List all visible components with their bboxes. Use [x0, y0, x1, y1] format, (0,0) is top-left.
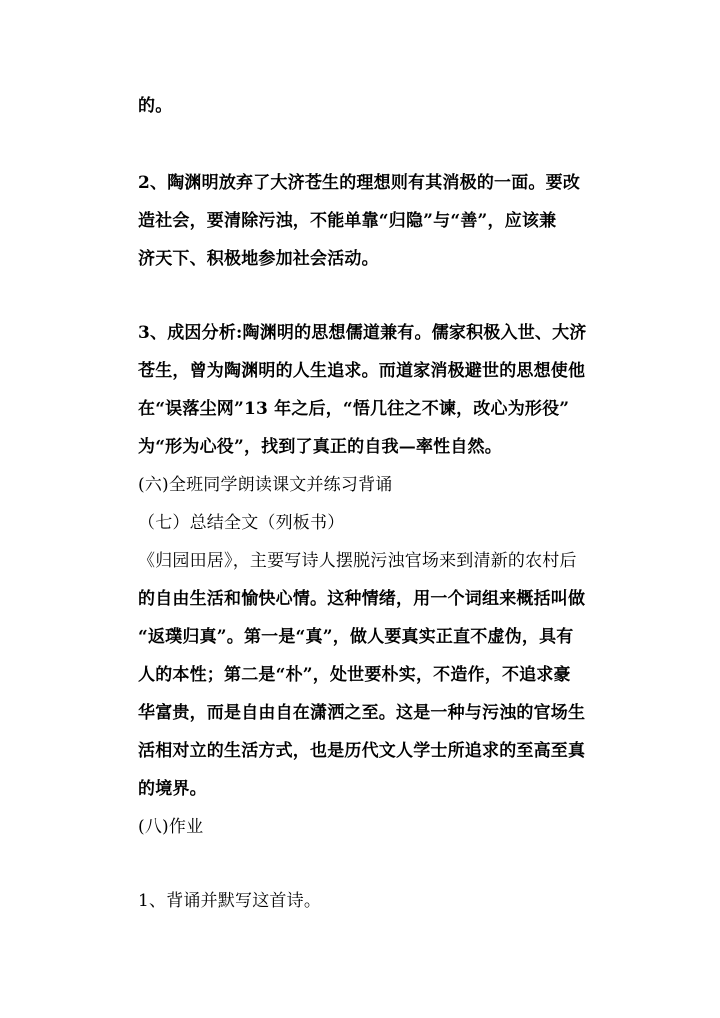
text-line-6: 苍生，曾为陶渊明的人生追求。而道家消极避世的思想使他 — [138, 361, 586, 381]
text-line-12: 的自由生活和愉快心情。这种情绪，用一个词组来概括叫做 — [138, 589, 586, 609]
section-heading-7: （七）总结全文（列板书） — [138, 513, 345, 533]
text-line-11: 《归园田居》，主要写诗人摆脱污浊官场来到清新的农村后 — [138, 551, 577, 571]
text-line-17: 的境界。 — [138, 779, 207, 799]
text-line-3: 造社会，要清除污浊，不能单靠“归隐”与“善”，应该兼 — [138, 211, 557, 231]
text-line-1: 的。 — [138, 96, 173, 116]
text-line-13: “返璞归真”。第一是“真”，做人要真实正直不虚伪，具有 — [138, 627, 574, 647]
text-line-2: 2、陶渊明放弃了大济苍生的理想则有其消极的一面。要改 — [138, 173, 581, 193]
text-line-14: 人的本性；第二是“朴”，处世要朴实，不造作，不追求豪 — [138, 665, 571, 685]
homework-item-1: 1、背诵并默写这首诗。 — [138, 891, 322, 911]
section-heading-6: (六)全班同学朗读课文并练习背诵 — [138, 475, 393, 495]
text-line-5: 3、成因分析:陶渊明的思想儒道兼有。儒家积极入世、大济 — [138, 323, 587, 343]
section-heading-8: (八)作业 — [138, 817, 204, 837]
text-line-8: 为“形为心役”，找到了真正的自我—率性自然。 — [138, 437, 502, 457]
text-line-7: 在“误落尘网”13 年之后，“悟几往之不谏，改心为形役” — [138, 399, 570, 419]
text-line-15: 华富贵，而是自由自在潇洒之至。这是一种与污浊的官场生 — [138, 703, 586, 723]
text-line-4: 济天下、积极地参加社会活动。 — [138, 249, 379, 269]
text-line-16: 活相对立的生活方式，也是历代文人学士所追求的至高至真 — [138, 741, 586, 761]
